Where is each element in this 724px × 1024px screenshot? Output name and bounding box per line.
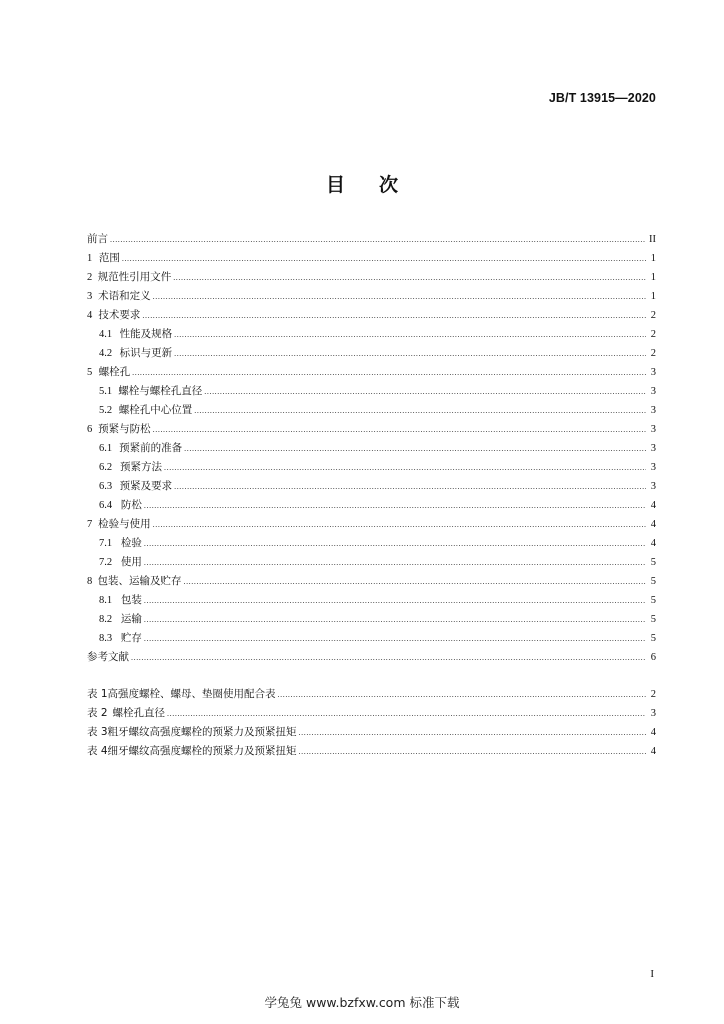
toc-entry-number: 7	[87, 519, 93, 530]
toc-entry-label: 范围	[98, 252, 120, 264]
toc-entry[interactable]	[87, 439, 656, 458]
toc-page-number: II	[649, 234, 656, 245]
toc-entry-label: 预紧与防松	[98, 423, 151, 435]
dot-leader	[299, 742, 646, 761]
toc-entry-label: 包装、运输及贮存	[97, 575, 182, 587]
toc-page-number: 4	[650, 538, 656, 549]
toc-entry[interactable]	[87, 401, 656, 420]
toc-entry-number: 4.2	[99, 348, 113, 359]
toc-page-number: 1	[650, 291, 656, 302]
toc-page-number: 2	[650, 310, 656, 321]
dot-leader	[144, 534, 646, 553]
dot-leader	[164, 458, 646, 477]
toc-entry[interactable]	[87, 477, 656, 496]
dot-leader	[153, 515, 646, 534]
toc-entry-label: 前言	[87, 233, 108, 245]
dot-leader	[153, 420, 646, 439]
toc-entry[interactable]	[87, 268, 656, 287]
dot-leader	[184, 439, 646, 458]
toc-entry-label: 技术要求	[98, 309, 141, 321]
toc-entry-number: 6.3	[99, 481, 113, 492]
table-list-item[interactable]	[87, 685, 656, 704]
dot-leader	[132, 363, 646, 382]
toc-entry-label: 检验	[120, 537, 142, 549]
page-number: I	[650, 968, 654, 980]
toc-entry-label: 贮存	[120, 632, 142, 644]
toc-page-number: 6	[650, 652, 656, 663]
table-list-item[interactable]	[87, 742, 656, 761]
dot-leader	[183, 572, 646, 591]
toc-entry-label: 预紧方法	[120, 461, 163, 473]
standard-code: JB/T 13915—2020	[548, 91, 656, 105]
toc-entry[interactable]	[87, 420, 656, 439]
toc-entry[interactable]	[87, 648, 656, 667]
dot-leader	[174, 477, 646, 496]
toc-entry[interactable]	[87, 325, 656, 344]
toc-page-number: 3	[650, 386, 656, 397]
toc-entry-number: 5.2	[99, 405, 113, 416]
toc-entry-label: 参考文献	[87, 651, 129, 663]
toc-entry-label: 螺栓与螺栓孔直径	[118, 385, 203, 397]
toc-entry-number: 6.4	[99, 500, 113, 511]
toc-entry-label: 预紧前的准备	[119, 442, 183, 454]
toc-entry-number: 7.1	[99, 538, 113, 549]
table-number: 表 2	[87, 707, 108, 719]
toc-entry-number: 6	[87, 424, 93, 435]
toc-entry-number: 8.2	[99, 614, 113, 625]
toc-entry-number: 3	[87, 291, 93, 302]
toc-page-number: 3	[650, 424, 656, 435]
toc-entry[interactable]	[87, 382, 656, 401]
dot-leader	[144, 629, 646, 648]
toc-entry[interactable]	[87, 496, 656, 515]
toc-entry[interactable]	[87, 572, 656, 591]
toc-page-number: 2	[650, 689, 656, 700]
toc-page-number: 3	[650, 443, 656, 454]
dot-leader	[153, 287, 646, 306]
table-number: 表 1	[87, 688, 108, 700]
dot-leader	[278, 685, 646, 704]
toc-page-number: 3	[650, 708, 656, 719]
toc-page-number: 5	[650, 576, 656, 587]
toc-entry[interactable]	[87, 363, 656, 382]
toc-entry-label: 使用	[120, 556, 142, 568]
toc-page-number: 1	[650, 253, 656, 264]
dot-leader	[173, 268, 646, 287]
table-title: 粗牙螺纹高强度螺栓的预紧力及预紧扭矩	[107, 726, 297, 738]
table-title: 细牙螺纹高强度螺栓的预紧力及预紧扭矩	[107, 745, 297, 757]
toc-entry-number: 1	[87, 253, 93, 264]
table-list	[87, 685, 656, 761]
toc-entry[interactable]	[87, 629, 656, 648]
table-number: 表 4	[87, 745, 108, 757]
toc-entry-number: 6.1	[99, 443, 113, 454]
toc-entry[interactable]	[87, 534, 656, 553]
toc-entry-label: 螺栓孔	[98, 366, 131, 378]
dot-leader	[299, 723, 646, 742]
toc-entry-label: 运输	[120, 613, 142, 625]
dot-leader	[144, 553, 646, 572]
toc-entry[interactable]	[87, 553, 656, 572]
dot-leader	[131, 648, 646, 667]
dot-leader	[204, 382, 646, 401]
toc-page-number: 4	[650, 727, 656, 738]
table-number: 表 3	[87, 726, 108, 738]
toc-entry[interactable]	[87, 515, 656, 534]
toc-entry[interactable]	[87, 249, 656, 268]
toc-page-number: 3	[650, 405, 656, 416]
toc-entry-label: 预紧及要求	[119, 480, 173, 492]
dot-leader	[144, 496, 646, 515]
toc-page-number: 2	[650, 348, 656, 359]
table-title: 高强度螺栓、螺母、垫圈使用配合表	[107, 688, 276, 700]
toc-entry[interactable]	[87, 458, 656, 477]
toc-entry-number: 8.1	[99, 595, 113, 606]
toc-entry-label: 包装	[120, 594, 142, 606]
toc-entry[interactable]	[87, 610, 656, 629]
dot-leader	[110, 230, 646, 249]
dot-leader	[174, 325, 646, 344]
toc-entry-number: 5	[87, 367, 93, 378]
dot-leader	[144, 610, 646, 629]
toc-page-number: 4	[650, 519, 656, 530]
toc-page-number: 4	[650, 746, 656, 757]
toc-entry-number: 2	[87, 272, 93, 283]
toc-entry-label: 规范性引用文件	[97, 271, 172, 283]
watermark: 学兔兔 www.bzfxw.com 标准下载	[264, 995, 460, 1010]
toc-entry-label: 标识与更新	[119, 347, 173, 359]
toc-entry-number: 4	[87, 310, 93, 321]
toc-entry-label: 防松	[120, 499, 142, 511]
toc-entry-label: 检验与使用	[98, 518, 151, 530]
toc-entry-label: 术语和定义	[98, 290, 151, 302]
toc-entry[interactable]	[87, 287, 656, 306]
dot-leader	[167, 704, 646, 723]
toc-entry-number: 5.1	[99, 386, 113, 397]
dot-leader	[144, 591, 646, 610]
dot-leader	[122, 249, 646, 268]
toc-page-number: 5	[650, 557, 656, 568]
table-title: 螺栓孔直径	[112, 707, 166, 719]
toc-page-number: 3	[650, 481, 656, 492]
dot-leader	[174, 344, 646, 363]
page-title: 目次	[325, 174, 432, 196]
toc-list	[87, 230, 656, 667]
toc-page-number: 3	[650, 367, 656, 378]
toc-page-number: 4	[650, 500, 656, 511]
toc-page-number: 5	[650, 633, 656, 644]
toc-page-number: 3	[650, 462, 656, 473]
toc-page-number: 5	[650, 614, 656, 625]
toc-page-number: 2	[650, 329, 656, 340]
toc-entry-label: 性能及规格	[119, 328, 173, 340]
toc-entry[interactable]	[87, 344, 656, 363]
toc-entry-number: 4.1	[99, 329, 113, 340]
dot-leader	[194, 401, 646, 420]
toc-entry[interactable]	[87, 230, 656, 249]
dot-leader	[142, 306, 646, 325]
toc-entry-number: 6.2	[99, 462, 113, 473]
toc-entry-number: 8.3	[99, 633, 113, 644]
toc-page-number: 1	[650, 272, 656, 283]
toc-entry[interactable]	[87, 306, 656, 325]
toc-entry-number: 7.2	[99, 557, 113, 568]
toc-entry-number: 8	[87, 576, 93, 587]
toc-entry[interactable]	[87, 591, 656, 610]
toc-page-number: 5	[650, 595, 656, 606]
table-list-item[interactable]	[87, 704, 656, 723]
table-list-item[interactable]	[87, 723, 656, 742]
toc-entry-label: 螺栓孔中心位置	[118, 404, 193, 416]
